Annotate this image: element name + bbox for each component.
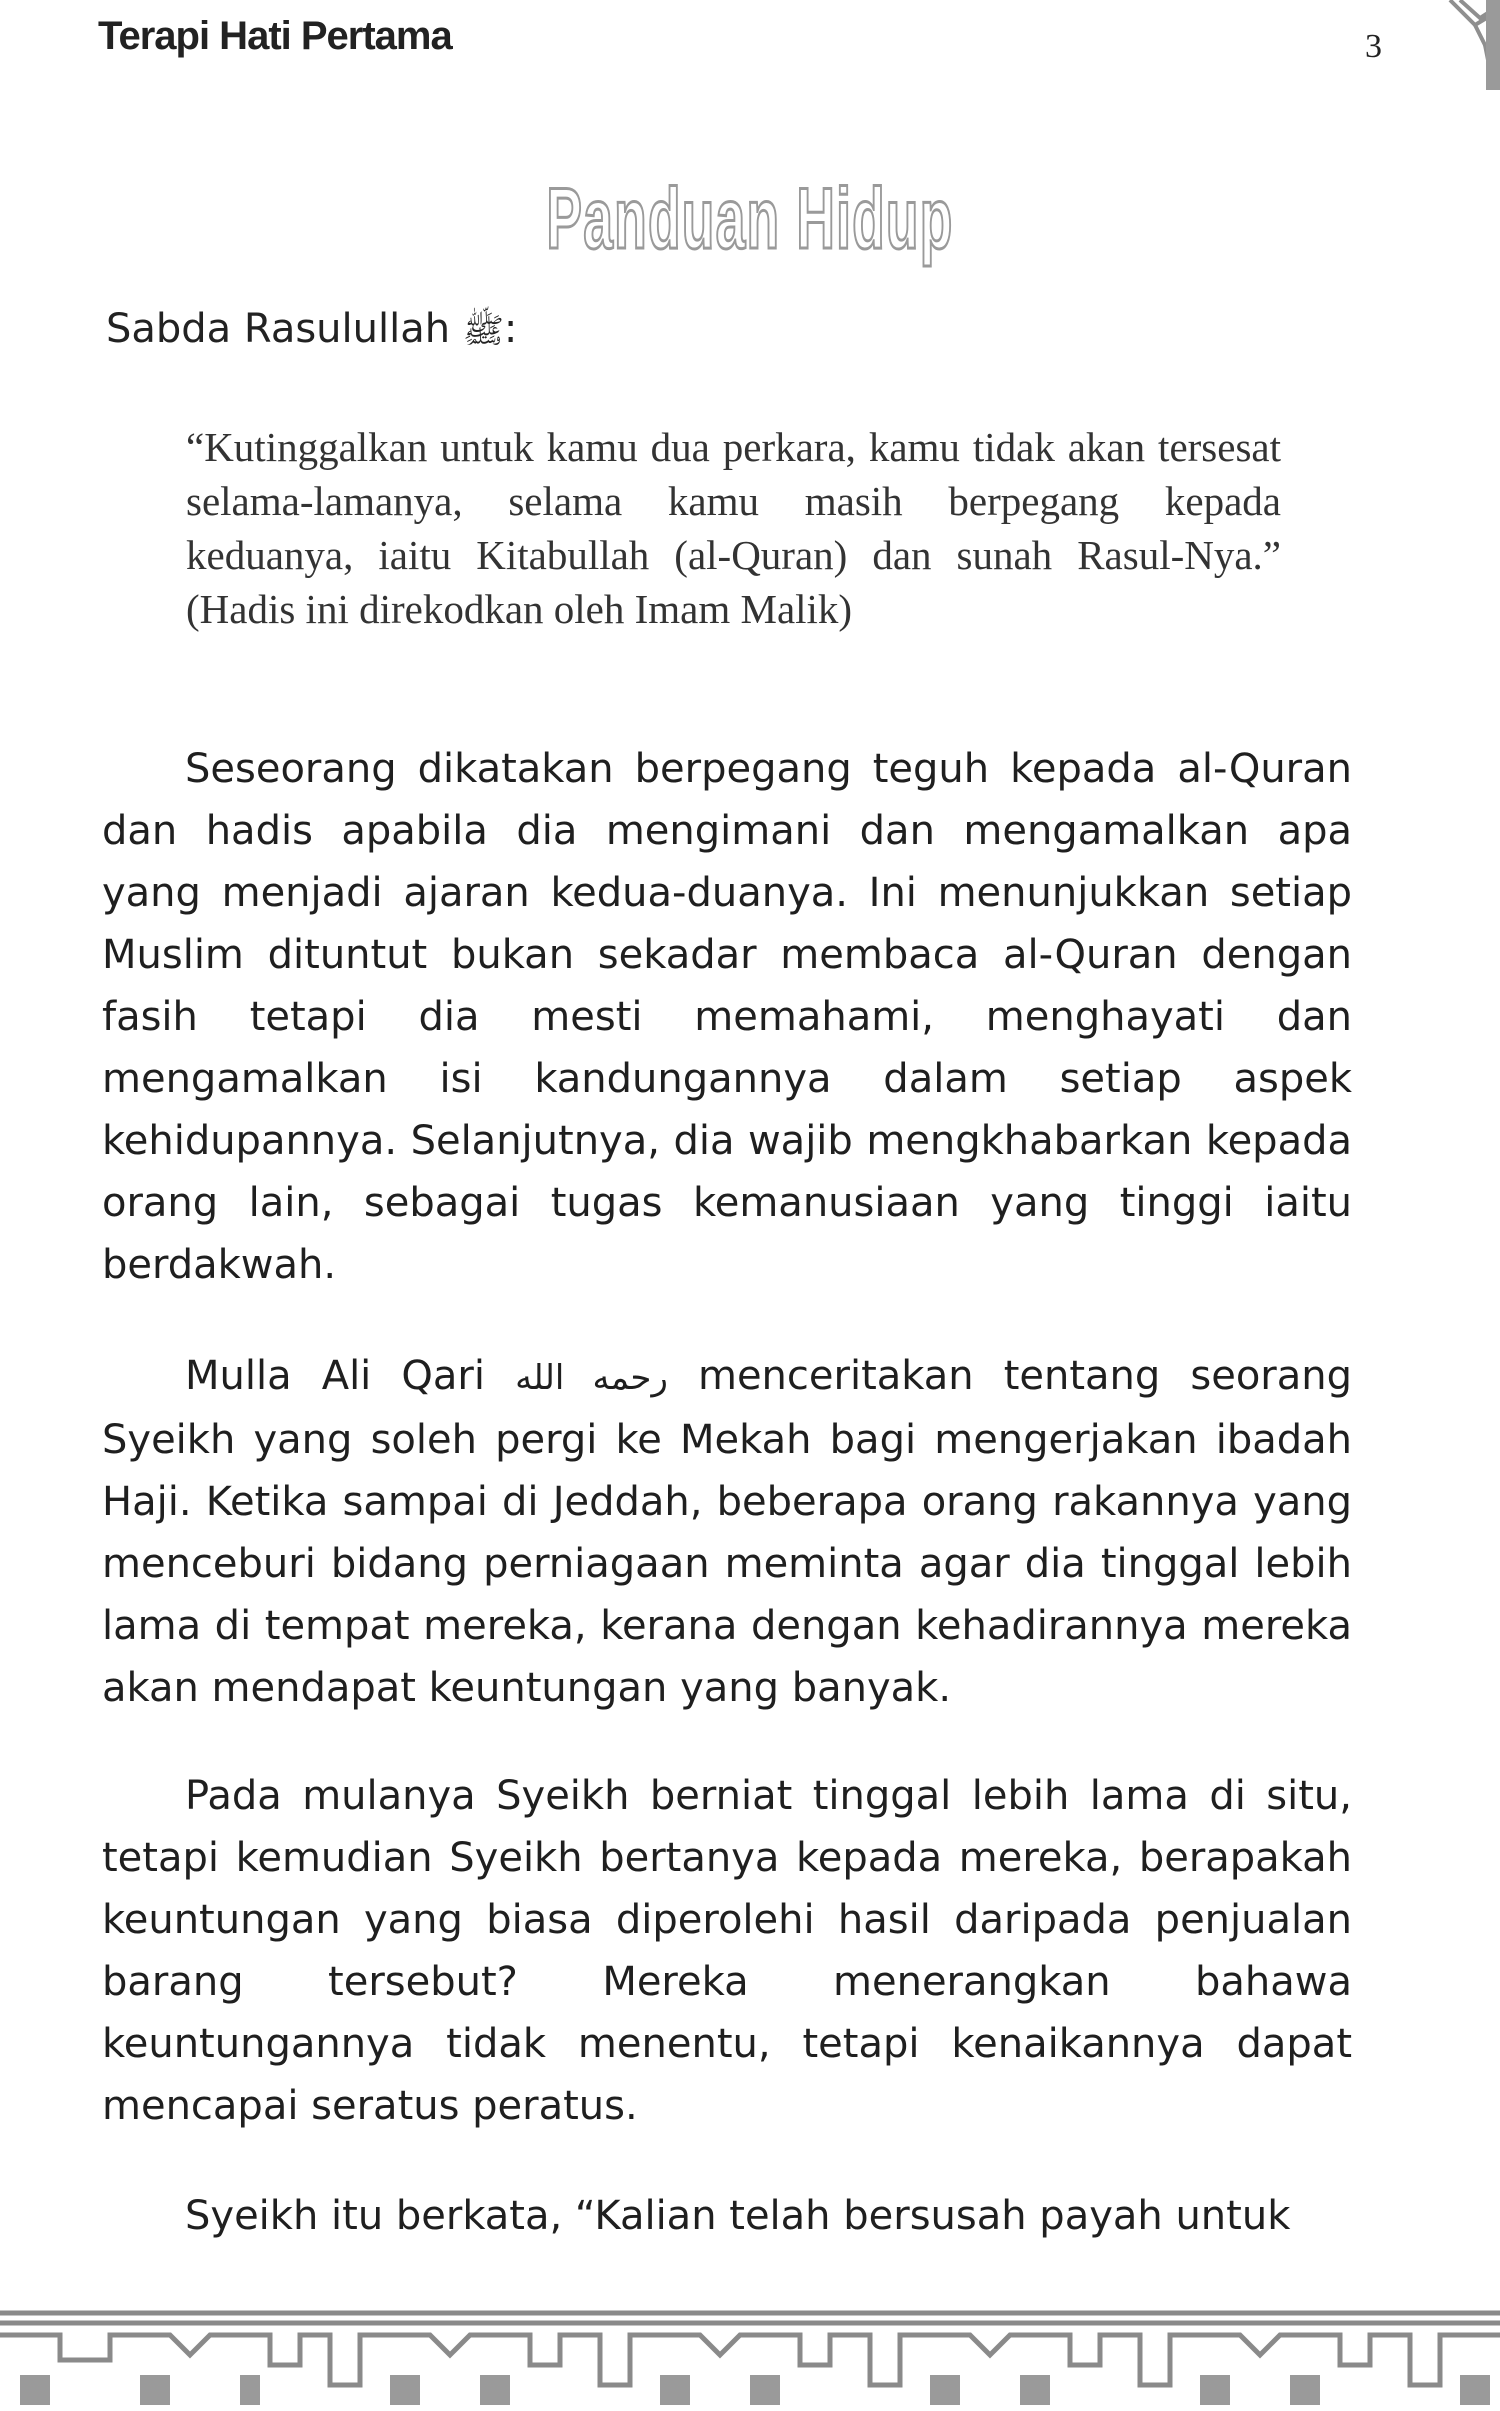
paragraph-4: Syeikh itu berkata, “Kalian telah bersusah payah untuk <box>185 2193 1291 2239</box>
paragraph-2-start: Mulla Ali Qari <box>185 1353 485 1399</box>
corner-ornament-icon <box>1390 0 1500 90</box>
hadith-quote: “Kutinggalkan untuk kamu dua perkara, kamu tidak akan tersesat selama-lamanya, selama kamu masih berpegang kepada keduanya, iaitu Kitabullah (al-Quran) dan sunah Rasul-Nya.” (Hadis ini direkodkan oleh Imam Malik) <box>186 424 1281 632</box>
paragraph-3: Pada mulanya Syeikh berniat tinggal lebih lama di situ, tetapi kemudian Syeikh bertanya kepada mereka, berapakah keuntungan yang biasa diperolehi hasil daripada penjualan barang tersebut? Mereka menerangkan bahawa keuntungannya tidak menentu, tetapi kenaikannya dapat mencapai seratus peratus. <box>102 1773 1352 2129</box>
paragraph-2 <box>102 1345 1352 1719</box>
intro-colon: : <box>503 306 518 352</box>
rahimahullah-symbol: رحمه الله <box>515 1358 668 1398</box>
page-number: 3 <box>1365 28 1382 65</box>
paragraph-2-rest: menceritakan tentang seorang Syeikh yang soleh pergi ke Mekah bagi mengerjakan ibadah Haji. Ketika sampai di Jeddah, beberapa orang rakannya yang menceburi bidang perniagaan meminta agar dia tinggal lebih lama di tempat mereka, kerana dengan kehadirannya mereka akan mendapat keuntungan yang banyak. <box>102 1353 1352 1711</box>
hadith-intro <box>106 306 517 359</box>
intro-label: Sabda Rasulullah <box>106 306 451 352</box>
salawat-symbol: ﷺ <box>462 311 504 351</box>
footer-border-icon <box>0 2305 1500 2411</box>
paragraph-1: Seseorang dikatakan berpegang teguh kepada al-Quran dan hadis apabila dia mengimani dan mengamalkan apa yang menjadi ajaran kedua-duanya. Ini menunjukkan setiap Muslim dituntut bukan sekadar membaca al-Quran dengan fasih tetapi dia mesti memahami, menghayati dan mengamalkan isi kandungannya dalam setiap aspek kehidupannya. Selanjutnya, dia wajib mengkhabarkan kepada orang lain, sebagai tugas kemanusiaan yang tinggi iaitu berdakwah. <box>102 746 1352 1288</box>
running-title: Terapi Hati Pertama <box>98 14 452 58</box>
chapter-title: Panduan Hidup <box>546 171 954 267</box>
